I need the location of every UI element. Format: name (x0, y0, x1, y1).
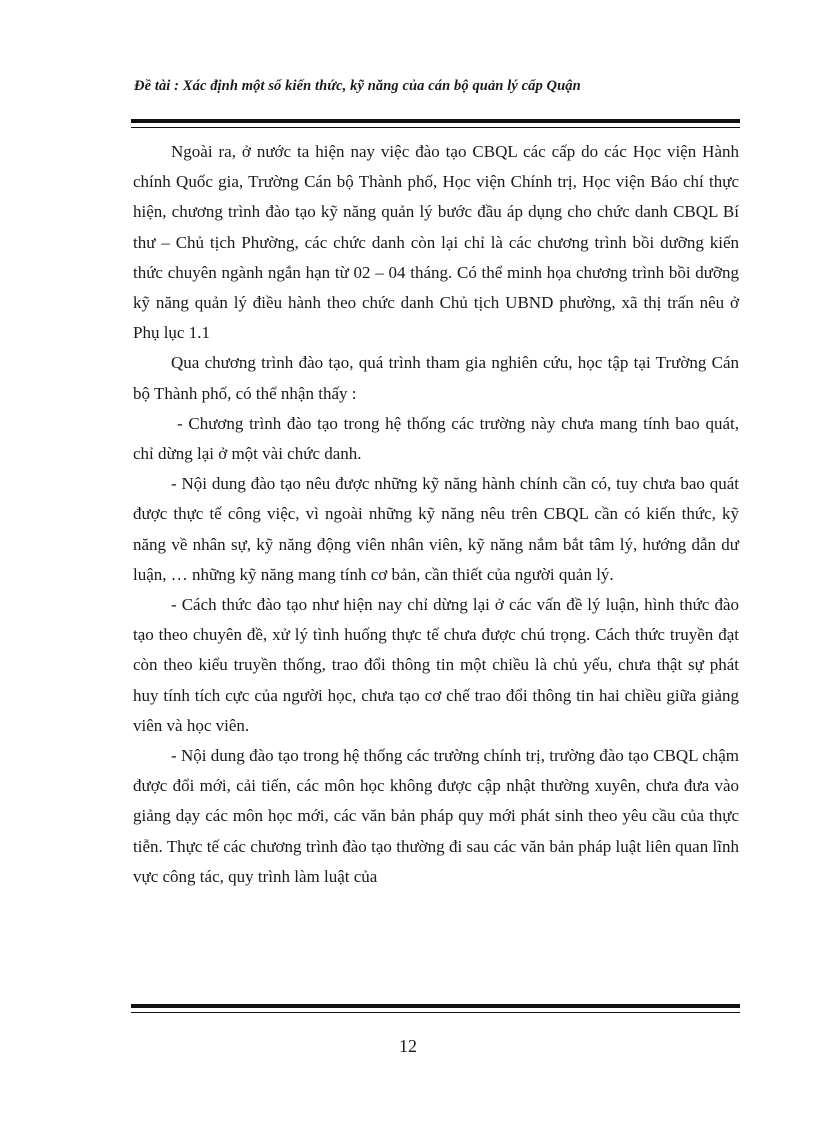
paragraph: Qua chương trình đào tạo, quá trình tham gia nghiên cứu, học tập tại Trường Cán bộ Thành phố, có thể nhận thấy : (133, 353, 739, 403)
header-double-rule (131, 119, 740, 128)
bullet-paragraph: - Nội dung đào tạo trong hệ thống các trường chính trị, trường đào tạo CBQL chậm được đổi mới, cải tiến, các môn học không được cập nhật thường xuyên, chưa đưa vào giảng dạy các môn học mới, các văn bản pháp quy mới phát sinh theo yêu cầu của thực tiễn. Thực tế các chương trình đào tạo thường đi sau các văn bản pháp luật liên quan lĩnh vực công tác, quy trình làm luật của (133, 746, 739, 886)
page-number: 12 (399, 1036, 417, 1056)
paragraph: Ngoài ra, ở nước ta hiện nay việc đào tạo CBQL các cấp do các Học viện Hành chính Quốc gia, Trường Cán bộ Thành phố, Học viện Chính trị, Học viện Báo chí thực hiện, chương trình đào tạo kỹ năng quản lý bước đầu áp dụng cho chức danh CBQL Bí thư – Chủ tịch Phường, các chức danh còn lại chỉ là các chương trình bồi dưỡng kiến thức chuyên ngành ngắn hạn từ 02 – 04 tháng. Có thể minh họa chương trình bồi dưỡng kỹ năng quản lý điều hành theo chức danh Chủ tịch UBND phường, xã thị trấn nêu ở Phụ lục 1.1 (133, 142, 739, 343)
bullet-paragraph: - Cách thức đào tạo như hiện nay chỉ dừng lại ở các vấn đề lý luận, hình thức đào tạo theo chuyên đề, xử lý tình huống thực tế chưa được chú trọng. Cách thức truyền đạt còn theo kiểu truyền thống, trao đổi thông tin một chiều là chủ yếu, chưa thật sự phát huy tính tích cực của người học, chưa tạo cơ chế trao đổi thông tin hai chiều giữa giảng viên và học viên. (133, 595, 739, 735)
footer-double-rule (131, 1004, 740, 1013)
bullet-paragraph: - Chương trình đào tạo trong hệ thống các trường này chưa mang tính bao quát, chỉ dừng lại ở một vài chức danh. (133, 413, 739, 464)
document-body (133, 137, 739, 892)
document-header-title: Đề tài : Xác định một số kiến thức, kỹ năng của cán bộ quản lý cấp Quận (134, 78, 581, 94)
bullet-paragraph: - Nội dung đào tạo nêu được những kỹ năng hành chính cần có, tuy chưa bao quát được thực tế công việc, vì ngoài những kỹ năng nêu trên CBQL cần có kiến thức, kỹ năng về nhân sự, kỹ năng động viên nhân viên, kỹ năng nắm bắt tâm lý, hướng dẫn dư luận, … những kỹ năng mang tính cơ bản, cần thiết của người quản lý. (133, 474, 739, 584)
